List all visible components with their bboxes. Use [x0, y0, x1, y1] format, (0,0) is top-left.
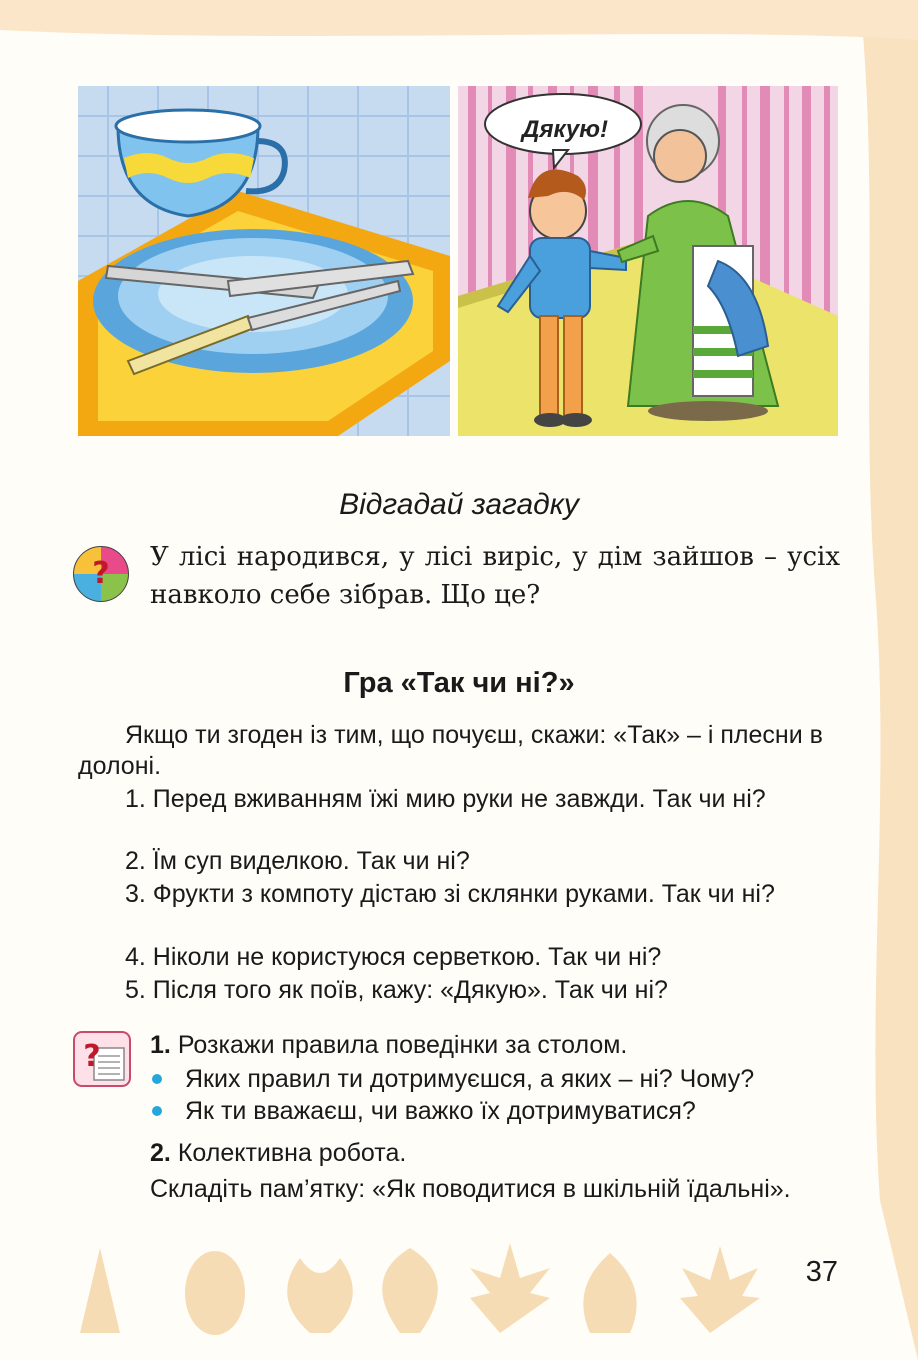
bullet-icon — [150, 1062, 170, 1082]
game-intro: Якщо ти згоден із тим, що почуєш, скажи: «Так» – і плесни в долоні. — [78, 721, 823, 780]
riddle-text: У лісі народився, у лісі виріс, у дім зайшов – усіх навколо себе зібрав. Що це? — [150, 542, 840, 610]
question-book-icon — [72, 1030, 132, 1088]
task-1-number: 1. — [150, 1031, 171, 1059]
game-item-1: 1. Перед вживанням їжі мию руки не завжди. Так чи ні? — [125, 785, 766, 813]
task-1 — [150, 1028, 840, 1062]
task-2-text: Колективна робота. — [177, 1139, 407, 1167]
speech-bubble-text: Дякую! — [521, 116, 608, 143]
riddle-heading: Відгадай загадку — [339, 488, 579, 521]
task-2-number: 2. — [150, 1139, 171, 1167]
game-item-4: 4. Ніколи не користуюся серветкою. Так чи ні? — [125, 943, 662, 971]
task-1-bullet-1: Яких правил ти дотримуєшся, а яких – ні? Чому? — [185, 1065, 755, 1093]
svg-text:?: ? — [83, 1039, 101, 1074]
game-item-2: 2. Їм суп виделкою. Так чи ні? — [125, 847, 470, 875]
task-2 — [150, 1136, 840, 1170]
game-heading: Гра «Так чи ні?» — [343, 667, 575, 699]
page-number: 37 — [805, 1256, 838, 1288]
riddle-puzzle-icon — [72, 545, 130, 603]
svg-text:?: ? — [92, 556, 110, 591]
task-1-text: Розкажи правила поведінки за столом. — [177, 1031, 628, 1059]
game-item-5: 5. Після того як поїв, кажу: «Дякую». Так чи ні? — [125, 976, 668, 1004]
table-setting-illustration — [78, 86, 450, 436]
task-1-bullet-2: Як ти вважаєш, чи важко їх дотримуватися? — [185, 1097, 696, 1125]
thank-you-illustration — [458, 86, 838, 436]
game-item-3: 3. Фрукти з компоту дістаю зі склянки руками. Так чи ні? — [125, 880, 775, 908]
task-2-body: Складіть пам’ятку: «Як поводитися в шкільній їдальні». — [150, 1175, 791, 1203]
bullet-icon — [150, 1094, 170, 1114]
autumn-leaves-decoration — [70, 1238, 770, 1338]
